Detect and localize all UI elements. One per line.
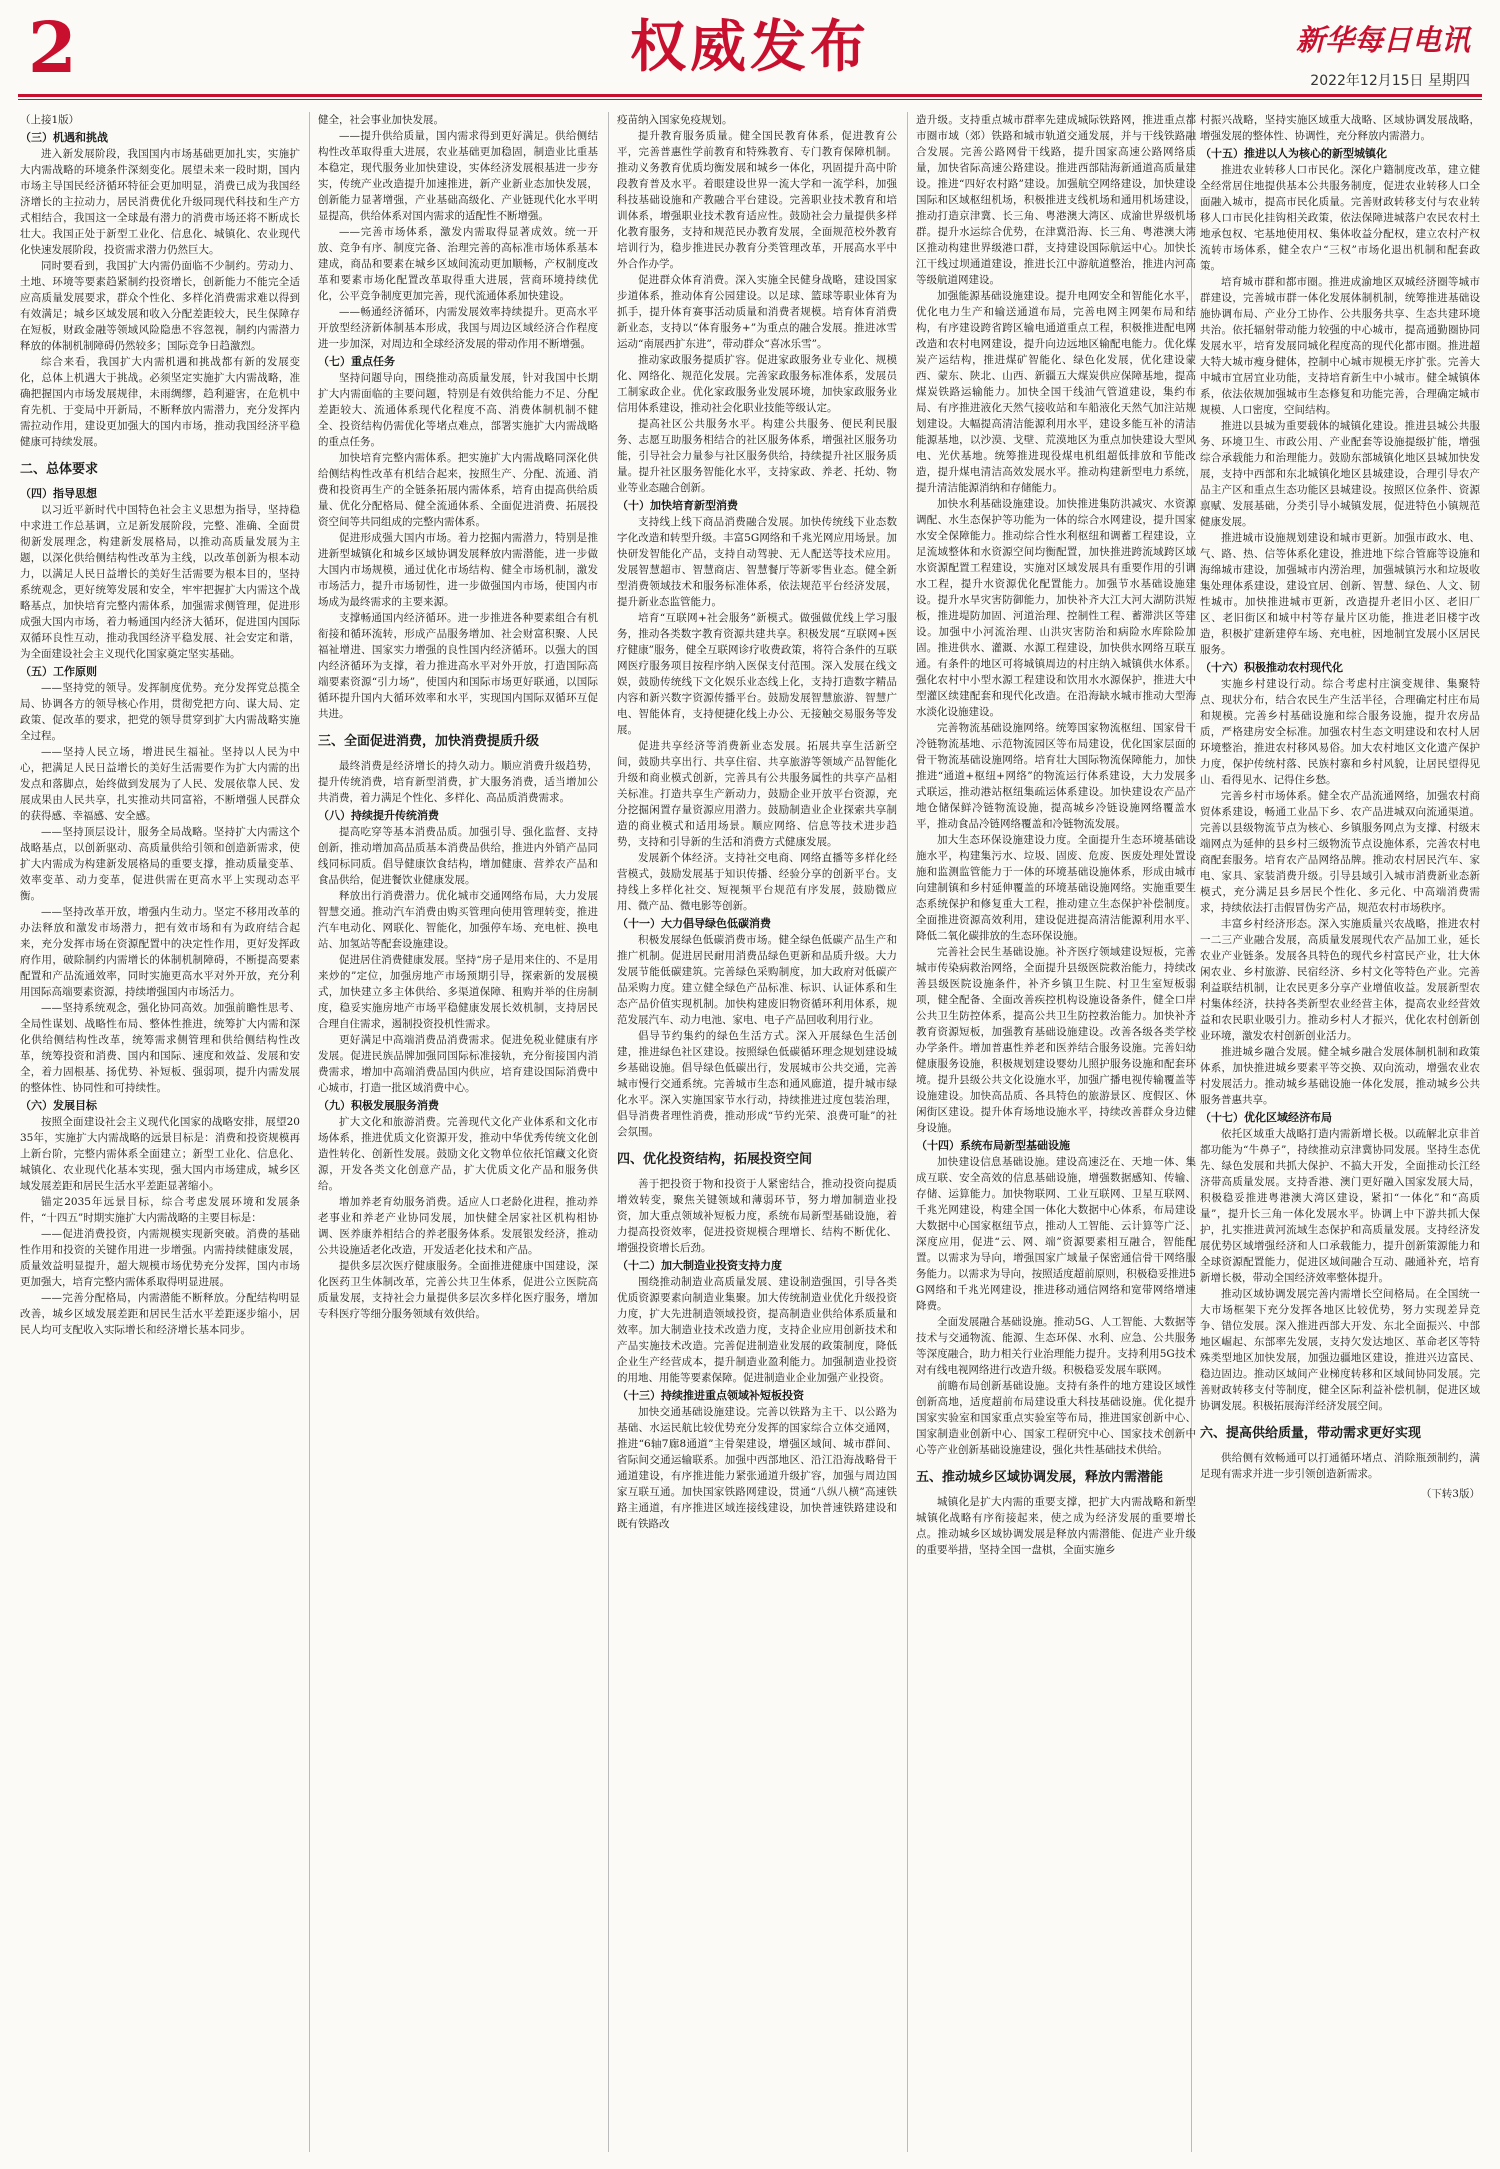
paragraph: 造升级。支持重点城市群率先建成城际铁路网，推进重点都市圈市域（郊）铁路和城市轨道交通发展，并与干线铁路融合发展。完善公路网骨干线路，提升国家高速公路网络质量，加快省际高速公路建设。推进西部陆海新通道高质量建设。推进“四好农村路”建设。加强航空网络建设，加快建设国际和区域枢纽机场，积极推进支线机场和通用机场建设，推动打造京津冀、长三角、粤港澳大湾区、成渝世界级机场群。提升水运综合优势，在津冀沿海、长三角、粤港澳大湾区推动构建世界级港口群，支持建设国际航运中心。加快长江干线过坝通道建设，推进长江中游航道整治，推进内河高等级航道网建设。 [916, 114, 1196, 286]
paragraph: 实施乡村建设行动。综合考虑村庄演变规律、集聚特点、现状分布，结合农民生产生活半径，合理确定村庄布局和规模。完善乡村基础设施和综合服务设施，提升农房品质，严格建房安全标准。加强农村生态文明建设和农村人居环境整治，推进农村移风易俗。加大农村地区文化遗产保护力度，保护传统村落、民族村寨和乡村风貌，让居民望得见山、看得见水、记得住乡愁。 [1200, 678, 1480, 786]
paragraph: 供给侧有效畅通可以打通循环堵点、消除瓶颈制约，满足现有需求并进一步引领创造新需求。 [1200, 1452, 1480, 1480]
column-divider [309, 112, 310, 2152]
masthead-rule-thin [18, 99, 1482, 100]
paragraph: ——坚持顶层设计，服务全局战略。坚持扩大内需这个战略基点，以创新驱动、高质量供给引领和创造新需求，使扩大内需成为构建新发展格局的重要支撑，推动质量变革、效率变革、动力变革，促进供需在更高水平上实现动态平衡。 [20, 826, 300, 902]
paragraph: 促进形成强大国内市场。着力挖掘内需潜力，特别是推进新型城镇化和城乡区域协调发展释放内需潜能，进一步做大国内市场规模，通过优化市场结构、健全市场机制，激发市场活力，提升市场韧性，进一步做强国内市场，使国内市场成为最终需求的主要来源。 [318, 532, 598, 608]
paragraph: 进入新发展阶段，我国国内市场基础更加扎实，实施扩大内需战略的环境条件深刻变化。展望未来一段时期，国内市场主导国民经济循环特征会更加明显，消费已成为我国经济增长的主拉动力，居民消费优化升级同现代科技和生产方式相结合，我国这一全球最有潜力的消费市场还将不断成长壮大。我国正处于新型工业化、信息化、城镇化、农业现代化快速发展阶段，投资需求潜力仍然巨大。 [20, 148, 300, 256]
paragraph: 城镇化是扩大内需的重要支撑，把扩大内需战略和新型城镇化战略有序衔接起来，使之成为经济发展的重要增长点。推动城乡区域协调发展是释放内需潜能、促进产业升级的重要举措，坚持全国一盘棋，全面实施乡 [916, 1496, 1196, 1556]
paragraph: 推进城乡融合发展。健全城乡融合发展体制机制和政策体系，加快推进城乡要素平等交换、双向流动，增强农业农村发展活力。推动城乡基础设施一体化发展，推动城乡公共服务普惠共享。 [1200, 1046, 1480, 1106]
column-5 [1200, 112, 1480, 2152]
paragraph: 村振兴战略，坚持实施区域重大战略、区域协调发展战略，增强发展的整体性、协调性，充分释放内需潜力。 [1200, 114, 1480, 142]
paragraph: 最终消费是经济增长的持久动力。顺应消费升级趋势，提升传统消费，培育新型消费，扩大服务消费，适当增加公共消费，着力满足个性化、多样化、高品质消费需求。 [318, 760, 598, 804]
chapter-heading: 五、推动城乡区域协调发展，释放内需潜能 [916, 1470, 1164, 1485]
subheading: （十五）推进以人为核心的新型城镇化 [1200, 147, 1387, 160]
paragraph: 提供多层次医疗健康服务。全面推进健康中国建设，深化医药卫生体制改革，完善公共卫生体系，促进公立医院高质量发展，支持社会力量提供多层次多样化医疗服务，增加专科医疗等细分服务领域有效供给。 [318, 1260, 598, 1320]
paragraph: 完善乡村市场体系。健全农产品流通网络，加强农村商贸体系建设，畅通工业品下乡、农产品进城双向流通渠道。完善以县级物流节点为核心、乡镇服务网点为支撑、村级末端网点为延伸的县乡村三级物流节点设施体系，完善农村电商配套服务。培育农产品网络品牌。推动农村居民汽车、家电、家具、家装消费升级。引导县域引入城市消费新业态新模式，充分满足县乡居民个性化、多元化、中高端消费需求，持续依法打击假冒伪劣产品，规范农村市场秩序。 [1200, 790, 1480, 914]
paragraph: 增加养老育幼服务消费。适应人口老龄化进程，推动养老事业和养老产业协同发展，加快健全居家社区机构相协调、医养康养相结合的养老服务体系。发展银发经济，推动公共设施适老化改造，开发适老化技术和产品。 [318, 1196, 598, 1256]
subheading: （十三）持续推进重点领域补短板投资 [617, 1389, 804, 1402]
paragraph: 加快建设信息基础设施。建设高速泛在、天地一体、集成互联、安全高效的信息基础设施，增强数据感知、传输、存储、运算能力。加快物联网、工业互联网、卫星互联网、千兆光网建设，构建全国一体化大数据中心体系，布局建设大数据中心国家枢纽节点，推动人工智能、云计算等广泛、深度应用，促进“云、网、端”资源要素相互融合，智能配置。以需求为导向，增强国家广域量子保密通信骨干网络服务能力。以需求为导向，按照适度超前原则，积极稳妥推进5G网络和千兆光网建设，推进移动通信网络和宽带网络增速降费。 [916, 1156, 1196, 1312]
paragraph: 加快交通基础设施建设。完善以铁路为主干、以公路为基础、水运民航比较优势充分发挥的国家综合立体交通网，推进“6轴7廊8通道”主骨架建设，增强区域间、城市群间、省际间交通运输联系。加强中西部地区、沿江沿海战略骨干通道建设，有序推进能力紧张通道升级扩容，加强与周边国家互联互通。加快国家铁路网建设，贯通“八纵八横”高速铁路主通道，有序推进区域连接线建设，加快普速铁路建设和既有铁路改 [617, 1406, 897, 1530]
chapter-heading: 六、提高供给质量，带动需求更好实现 [1200, 1426, 1422, 1441]
subheading: （八）持续提升传统消费 [318, 809, 439, 822]
paragraph: 支持线上线下商品消费融合发展。加快传统线下业态数字化改造和转型升级。丰富5G网络和千兆光网应用场景。加快研发智能化产品，支持自动驾驶、无人配送等技术应用。发展智慧超市、智慧商店、智慧餐厅等新零售业态。健全新型消费领域技术和服务标准体系，依法规范平台经济发展，提升新业态监管能力。 [617, 516, 897, 608]
paragraph: 依托区域重大战略打造内需新增长极。以疏解北京非首都功能为“牛鼻子”，持续推动京津冀协同发展。坚持生态优先、绿色发展和共抓大保护、不搞大开发，全面推动长江经济带高质量发展。支持香港、澳门更好融入国家发展大局，积极稳妥推进粤港澳大湾区建设，紧扣“一体化”和“高质量”，提升长三角一体化发展水平。协调上中下游共抓大保护，扎实推进黄河流域生态保护和高质量发展。支持经济发展优势区域增强经济和人口承载能力，提升创新策源能力和全球资源配置能力，促进区域间融合互动、融通补充，培育新增长极，带动全国经济效率整体提升。 [1200, 1128, 1480, 1284]
paragraph: 发展新个体经济。支持社交电商、网络直播等多样化经营模式，鼓励发展基于知识传播、经验分享的创新平台。支持线上多样化社交、短视频平台规范有序发展，鼓励微应用、微产品、微电影等创新。 [617, 852, 897, 912]
paragraph: 围绕推动制造业高质量发展、建设制造强国，引导各类优质资源要素向制造业集聚。加大传统制造业优化升级投资力度，扩大先进制造领域投资，提高制造业供给体系质量和效率。加大制造业技术改造力度，支持企业应用创新技术和产品实施技术改造。完善促进制造业发展的政策制度，降低企业生产经营成本，提升制造业盈利能力。加强制造业投资的用地、用能等要素保障。促进制造业企业加强产业投资。 [617, 1276, 897, 1384]
paragraph: 更好满足中高端消费品消费需求。促进免税业健康有序发展。促进民族品牌加强同国际标准接轨，充分衔接国内消费需求，增加中高端消费品国内供应，培育建设国际消费中心城市，打造一批区域消费中心。 [318, 1034, 598, 1094]
paragraph: 完善社会民生基础设施。补齐医疗领域建设短板，完善城市传染病救治网络，全面提升县级医院救治能力，持续改善县级医院设施条件，补齐乡镇卫生院、村卫生室短板弱项，健全配备、全面改善疾控机构设施设备条件，健全口岸公共卫生防控体系，提高公共卫生防控救治能力。加快补齐教育资源短板，加强教育基础设施建设。改善各级各类学校办学条件。增加普惠性养老和医养结合服务设施。完善妇幼健康服务设施，积极规划建设婴幼儿照护服务设施和配套环境。提升县级公共文化设施水平，加强广播电视传输覆盖等设施建设。加快高品质、各具特色的旅游景区、度假区、休闲街区建设。提升体育场地设施水平，持续改善群众身边健身设施。 [916, 946, 1196, 1134]
paragraph: 促进居住消费健康发展。坚持“房子是用来住的、不是用来炒的”定位，加强房地产市场预期引导，探索新的发展模式，加快建立多主体供给、多渠道保障、租购并举的住房制度，稳妥实施房地产市场平稳健康发展长效机制，支持居民合理自住需求，遏制投资投机性需求。 [318, 954, 598, 1030]
brand-logo: 新华每日电讯 [1295, 23, 1470, 57]
subheading: （十一）大力倡导绿色低碳消费 [617, 917, 771, 930]
subheading: （十六）积极推动农村现代化 [1200, 661, 1343, 674]
continued-from-note: （上接1版） [20, 114, 80, 126]
paragraph: 提升教育服务质量。健全国民教育体系，促进教育公平，完善普惠性学前教育和特殊教育、专门教育保障机制。推动义务教育优质均衡发展和城乡一体化，巩固提升高中阶段教育普及水平。着眼建设世界一流大学和一流学科，加强科技基础设施和产教融合平台建设。完善职业技术教育和培训体系，增强职业技术教育适应性。鼓励社会力量提供多样化教育服务，支持和规范民办教育发展，全面规范校外教育培训行为，稳步推进民办教育分类管理改革，开展高水平中外合作办学。 [617, 130, 897, 270]
chapter-heading: 二、总体要求 [20, 462, 99, 477]
column-divider [608, 112, 609, 2152]
column-1 [20, 112, 300, 2152]
subheading: （十七）优化区域经济布局 [1200, 1111, 1332, 1124]
subheading: （九）积极发展服务消费 [318, 1099, 439, 1112]
paragraph: 提高吃穿等基本消费品质。加强引导、强化监督、支持创新，推动增加高品质基本消费品供给，推进内外销产品同线同标同质。倡导健康饮食结构，增加健康、营养农产品和食品供给，促进餐饮业健康发展。 [318, 826, 598, 886]
paragraph: 培育“互联网+社会服务”新模式。做强做优线上学习服务，推动各类数字教育资源共建共享。积极发展“互联网+医疗健康”服务，健全互联网诊疗收费政策，将符合条件的互联网医疗服务项目按程序纳入医保支付范围。深入发展在线文娱，鼓励传统线下文化娱乐业态线上化，支持打造数字精品内容和新兴数字资源传播平台。鼓励发展智慧旅游、智慧广电、智能体育，支持便捷化线上办公、无接触交易服务等发展。 [617, 612, 897, 736]
paragraph: 综合来看，我国扩大内需机遇和挑战都有新的发展变化，总体上机遇大于挑战。必须坚定实施扩大内需战略，准确把握国内市场发展规律，未雨绸缪，趋利避害，在危机中育先机、于变局中开新局，不断释放内需潜力，充分发挥内需拉动作用，建设更加强大的国内市场，推动我国经济平稳健康可持续发展。 [20, 356, 300, 448]
paragraph: 推动家政服务提质扩容。促进家政服务业专业化、规模化、网络化、规范化发展。完善家政服务标准体系，发展员工制家政企业。优化家政服务业发展环境，加快家政服务业信用体系建设，推动社会化职业技能等级认定。 [617, 354, 897, 414]
masthead-rule [18, 94, 1482, 97]
continued-note: （下转3版） [1420, 1488, 1480, 1500]
paragraph: 锚定2035年远景目标，综合考虑发展环境和发展条件，“十四五”时期实施扩大内需战略的主要目标是： [20, 1196, 300, 1224]
paragraph: 善于把投资于物和投资于人紧密结合，推动投资向提质增效转变，聚焦关键领域和薄弱环节，努力增加制造业投资，加大重点领域补短板力度，系统布局新型基础设施，着力提高投资效率，促进投资规模合理增长、结构不断优化、增强投资增长后劲。 [617, 1178, 897, 1254]
paragraph: 推动区域协调发展完善内需增长空间格局。在全国统一大市场框架下充分发挥各地区比较优势，努力实现差异竞争、错位发展。深入推进西部大开发、东北全面振兴、中部地区崛起、东部率先发展，支持欠发达地区、革命老区等特殊类型地区加快发展，加强边疆地区建设，推进兴边富民、稳边固边。推动区域间产业梯度转移和区域间协同发展。完善财政转移支付等制度，健全区际利益补偿机制，促进区域协调发展。积极拓展海洋经济发展空间。 [1200, 1288, 1480, 1412]
paragraph: 完善物流基础设施网络。统筹国家物流枢纽、国家骨干冷链物流基地、示范物流园区等布局建设，优化国家层面的骨干物流基础设施网络。培育壮大国际物流保障能力，加快推进“通道+枢纽+网络”的物流运行体系建设，大力发展多式联运，推动港站枢纽集疏运体系建设。加快建设农产品产地仓储保鲜冷链物流设施，提高城乡冷链设施网络覆盖水平，推动食品冷链网络覆盖和冷链物流发展。 [916, 722, 1196, 830]
paragraph: 同时要看到，我国扩大内需仍面临不少制约。劳动力、土地、环境等要素趋紧制约投资增长，创新能力不能完全适应高质量发展要求，群众个性化、多样化消费需求难以得到有效满足；城乡区域发展和收入分配差距较大，民生保障存在短板，财政金融等领域风险隐患不容忽视，制约内需潜力释放的体制机制障碍仍然较多；国际竞争日趋激烈。 [20, 260, 300, 352]
masthead [0, 0, 1500, 98]
subheading: （六）发展目标 [20, 1099, 97, 1112]
paragraph: 全面发展融合基础设施。推动5G、人工智能、大数据等技术与交通物流、能源、生态环保、水利、应急、公共服务等深度融合，助力相关行业治理能力提升。支持利用5G技术对有线电视网络进行改造升级。积极稳妥发展车联网。 [916, 1316, 1196, 1376]
column-2 [318, 112, 598, 2152]
paragraph: ——坚持系统观念，强化协同高效。加强前瞻性思考、全局性谋划、战略性布局、整体性推进，统筹扩大内需和深化供给侧结构性改革，统筹需求侧管理和供给侧结构性改革，统筹投资和消费、国内和国际、速度和效益、发展和安全，着力固根基、扬优势、补短板、强弱项，提升内需发展的整体性、协同性和可持续性。 [20, 1002, 300, 1094]
paragraph: 前瞻布局创新基础设施。支持有条件的地方建设区域性创新高地，适度超前布局建设重大科技基础设施。优化提升国家实验室和国家重点实验室等布局，推进国家创新中心、国家制造业创新中心、国家工程研究中心、国家技术创新中心等产业创新基础设施建设，强化共性基础技术供给。 [916, 1380, 1196, 1456]
paragraph: 促进共享经济等消费新业态发展。拓展共享生活新空间，鼓励共享出行、共享住宿、共享旅游等领域产品智能化升级和商业模式创新，完善具有公共服务属性的共享产品相关标准。打造共享生产新动力，鼓励企业开放平台资源，充分挖掘闲置存量资源应用潜力。鼓励制造业企业探索共享制造的商业模式和适用场景。顺应网络、信息等技术进步趋势，支持和引导新的生活和消费方式健康发展。 [617, 740, 897, 848]
paragraph: ——完善分配格局，内需潜能不断释放。分配结构明显改善，城乡区域发展差距和居民生活水平差距逐步缩小，居民人均可支配收入实际增长和经济增长基本同步。 [20, 1292, 300, 1336]
subheading: （十四）系统布局新型基础设施 [916, 1139, 1070, 1152]
chapter-heading: 四、优化投资结构，拓展投资空间 [617, 1152, 813, 1167]
paragraph: ——完善市场体系，激发内需取得显著成效。统一开放、竞争有序、制度完备、治理完善的高标准市场体系基本建成，商品和要素在城乡区域间流动更加顺畅，产权制度改革和要素市场化配置改革取得重大进展，营商环境持续优化，公平竞争制度更加完善，现代流通体系加快建设。 [318, 226, 598, 302]
subheading: （七）重点任务 [318, 355, 395, 368]
paragraph: ——畅通经济循环，内需发展效率持续提升。更高水平开放型经济新体制基本形成，我国与周边区域经济合作程度进一步加深，对周边和全球经济发展的带动作用不断增强。 [318, 306, 598, 350]
paragraph: ——坚持党的领导。发挥制度优势。充分发挥党总揽全局、协调各方的领导核心作用，贯彻党把方向、谋大局、定政策、促改革的要求，把党的领导贯穿到扩大内需战略实施全过程。 [20, 682, 300, 742]
column-4 [916, 112, 1196, 2152]
subheading: （四）指导思想 [20, 487, 97, 500]
column-3 [617, 112, 897, 2152]
paragraph: 坚持问题导向，围绕推动高质量发展，针对我国中长期扩大内需面临的主要问题，特别是有效供给能力不足、分配差距较大、流通体系现代化程度不高、消费体制机制不健全、投资结构仍需优化等堵点难点，部署实施扩大内需战略的重点任务。 [318, 372, 598, 448]
paragraph: ——促进消费投资，内需规模实现新突破。消费的基础性作用和投资的关键作用进一步增强。内需持续健康发展，质量效益明显提升，超大规模市场优势充分发挥，国内市场更加强大，培育完整内需体系取得明显进展。 [20, 1228, 300, 1288]
paragraph: 加快培育完整内需体系。把实施扩大内需战略同深化供给侧结构性改革有机结合起来，按照生产、分配、流通、消费和投资再生产的全链条拓展内需体系，培育由提高供给质量、优化分配格局、健全流通体系、全面促进消费、拓展投资空间等共同组成的完整内需体系。 [318, 452, 598, 528]
paragraph: 按照全面建设社会主义现代化国家的战略安排，展望2035年，实施扩大内需战略的远景目标是：消费和投资规模再上新台阶，完整内需体系全面建立；新型工业化、信息化、城镇化、农业现代化基本实现，强大国内市场建成，城乡区域发展差距和居民生活水平差距显著缩小。 [20, 1116, 300, 1192]
paragraph: 健全，社会事业加快发展。 [318, 114, 444, 126]
paragraph: 培育城市群和都市圈。推进成渝地区双城经济圈等城市群建设，完善城市群一体化发展体制机制，统筹推进基础设施协调布局、产业分工协作、公共服务共享、生态共建环境共治。依托辐射带动能力较强的中心城市，提高通勤圈协同发展水平，培育发展同城化程度高的现代化都市圈。推进超大特大城市瘦身健体，控制中心城市规模无序扩张。完善大中城市宜居宜业功能，支持培育新生中小城市。健全城镇体系，依法依规加强城市生态修复和功能完善，合理确定城市规模、人口密度，空间结构。 [1200, 276, 1480, 416]
paragraph: 促进群众体育消费。深入实施全民健身战略，建设国家步道体系，推动体育公园建设。以足球、篮球等职业体育为抓手，提升体育赛事活动质量和消费者规模。培育体育消费新业态，支持以“体育服务+”为重点的融合发展。推进冰雪运动“南展西扩东进”，带动群众“喜冰乐雪”。 [617, 274, 897, 350]
paragraph: 提高社区公共服务水平。构建公共服务、便民利民服务、志愿互助服务相结合的社区服务体系，增强社区服务功能，引导社会力量参与社区服务供给，持续提升社区服务质量。提升社区服务智能化水平，支持家政、养老、托幼、物业等业态融合创新。 [617, 418, 897, 494]
page-number: 2 [28, 6, 77, 89]
subheading: （十二）加大制造业投资支持力度 [617, 1259, 782, 1272]
subheading: （五）工作原则 [20, 665, 97, 678]
paragraph: 疫苗纳入国家免疫规划。 [617, 114, 733, 126]
paragraph: 扩大文化和旅游消费。完善现代文化产业体系和文化市场体系，推进优质文化资源开发，推动中华优秀传统文化创造性转化、创新性发展。鼓励文化文物单位依托馆藏文化资源，开发各类文化创意产品，扩大优质文化产品和服务供给。 [318, 1116, 598, 1192]
paragraph: 丰富乡村经济形态。深入实施质量兴农战略，推进农村一二三产业融合发展，高质量发展现代农产品加工业，延长农业产业链条。发展各具特色的现代乡村富民产业，壮大休闲农业、乡村旅游、民宿经济、乡村文化等特色产业。完善利益联结机制，让农民更多分享产业增值收益。发展新型农村集体经济，扶持各类新型农业经营主体，提高农业经营效益和农民职业吸引力。推动乡村人才振兴，优化农村创新创业环境，激发农村创新创业活力。 [1200, 918, 1480, 1042]
subheading: （十）加快培育新型消费 [617, 499, 738, 512]
dateline: 2022年12月15日 星期四 [1310, 73, 1470, 89]
paragraph: ——坚持人民立场，增进民生福祉。坚持以人民为中心，把满足人民日益增长的美好生活需要作为扩大内需的出发点和落脚点，始终做到发展为了人民、发展依靠人民、发展成果由人民共享，扎实推动共同富裕，不断增强人民群众的获得感、幸福感、安全感。 [20, 746, 300, 822]
paragraph: 以习近平新时代中国特色社会主义思想为指导，坚持稳中求进工作总基调，立足新发展阶段，完整、准确、全面贯彻新发展理念，构建新发展格局，以推动高质量发展为主题，以深化供给侧结构性改革为主线，以改革创新为根本动力，以满足人民日益增长的美好生活需要为根本目的，坚持系统观念，更好统筹发展和安全，牢牢把握扩大内需这个战略基点，加快培育完整内需体系，加强需求侧管理，促进形成强大国内市场，着力畅通国内经济大循环，促进国内国际双循环良性互动，推动我国经济平稳发展、社会安定和谐，为全面建设社会主义现代化国家奠定坚实基础。 [20, 504, 300, 660]
subheading: （三）机遇和挑战 [20, 131, 108, 144]
chapter-heading: 三、全面促进消费，加快消费提质升级 [318, 734, 540, 749]
paragraph: 加强能源基础设施建设。提升电网安全和智能化水平，优化电力生产和输送通道布局，完善电网主网架布局和结构，有序建设跨省跨区输电通道重点工程，积极推进配电网改造和农村电网建设，提升向边远地区输配电能力。优化煤炭产运结构，推进煤矿智能化、绿色化发展，优化建设蒙西、蒙东、陕北、山西、新疆五大煤炭供应保障基地，提高煤炭铁路运输能力。加快全国干线油气管道建设，集约布局、有序推进液化天然气接收站和车船液化天然气加注站规划建设。大幅提高清洁能源利用水平，建设多能互补的清洁能源基地，以沙漠、戈壁、荒漠地区为重点加快建设大型风电、光伏基地。统筹推进现役煤电机组超低排放和节能改造，提升煤电清洁高效发展水平。推动构建新型电力系统，提升清洁能源消纳和存储能力。 [916, 290, 1196, 494]
paragraph: 加大生态环保设施建设力度。全面提升生态环境基础设施水平，构建集污水、垃圾、固废、危废、医废处理处置设施和监测监管能力于一体的环境基础设施体系，形成由城市向建制镇和乡村延伸覆盖的环境基础设施网络。实施重要生态系统保护和修复重大工程，推动建立生态保护补偿制度。全面推进资源高效利用，建设促进提高清洁能源利用水平、降低二氧化碳排放的生态环保设施。 [916, 834, 1196, 942]
paragraph: ——坚持改革开放，增强内生动力。坚定不移用改革的办法释放和激发市场潜力，把有效市场和有为政府结合起来，充分发挥市场在资源配置中的决定性作用，更好发挥政府作用，破除制约内需增长的体制机制障碍，不断提高要素配置和产品流通效率，同时实施更高水平对外开放，充分利用国际高端要素资源，持续增强国内市场活力。 [20, 906, 300, 998]
section-title: 权威发布 [630, 15, 870, 80]
column-divider [907, 112, 908, 2152]
paragraph: 推进城市设施规划建设和城市更新。加强市政水、电、气、路、热、信等体系化建设，推进地下综合管廊等设施和海绵城市建设，加强城市内涝治理，加强城镇污水和垃圾收集处理体系建设，建设宜居、创新、智慧、绿色、人文、韧性城市。加快推进城市更新，改造提升老旧小区、老旧厂区、老旧街区和城中村等存量片区功能，推进老旧楼宇改造，积极扩建新建停车场、充电桩，因地制宜发展小区居民服务。 [1200, 532, 1480, 656]
paragraph: 推进农业转移人口市民化。深化户籍制度改革，建立健全经常居住地提供基本公共服务制度，促进农业转移人口全面融入城市，提高市民化质量。完善财政转移支付与农业转移人口市民化挂钩相关政策，依法保障进城落户农民农村土地承包权、宅基地使用权、集体收益分配权，建立农村产权流转市场体系，健全农户“三权”市场化退出机制和配套政策。 [1200, 164, 1480, 272]
paragraph: 释放出行消费潜力。优化城市交通网络布局，大力发展智慧交通。推动汽车消费由购买管理向使用管理转变，推进汽车电动化、网联化、智能化，加强停车场、充电桩、换电站、加氢站等配套设施建设。 [318, 890, 598, 950]
paragraph: 支撑畅通国内经济循环。进一步推进各种要素组合有机衔接和循环流转，形成产品服务增加、社会财富积聚、人民福祉增进、国家实力增强的良性国内经济循环。以强大的国内经济循环为支撑，着力推进高水平对外开放，打造国际高端要素资源“引力场”，使国内和国际市场更好联通，以国际循环提升国内大循环效率和水平，实现国内国际双循环互促共进。 [318, 612, 598, 720]
paragraph: 推进以县城为重要载体的城镇化建设。推进县城公共服务、环境卫生、市政公用、产业配套等设施提级扩能，增强综合承载能力和治理能力。鼓励东部城镇化地区县城加快发展，支持中西部和东北城镇化地区县城建设，合理引导农产品主产区和重点生态功能区县城建设。按照区位条件、资源禀赋、发展基础，分类引导小城镇发展，促进特色小镇规范健康发展。 [1200, 420, 1480, 528]
paragraph: ——提升供给质量，国内需求得到更好满足。供给侧结构性改革取得重大进展，农业基础更加稳固，制造业比重基本稳定，现代服务业加快建设，实体经济发展根基进一步夯实，传统产业改造提升加速推进，新产业新业态加快发展，创新能力显著增强，产业基础高级化、产业链现代化水平明显提高，供给体系对国内需求的适配性不断增强。 [318, 130, 598, 222]
paragraph: 积极发展绿色低碳消费市场。健全绿色低碳产品生产和推广机制。促进居民耐用消费品绿色更新和品质升级。大力发展节能低碳建筑。完善绿色采购制度，加大政府对低碳产品采购力度。建立健全绿色产品标准、标识、认证体系和生态产品价值实现机制。加快构建废旧物资循环利用体系，规范发展汽车、动力电池、家电、电子产品回收利用行业。 [617, 934, 897, 1026]
paragraph: 倡导节约集约的绿色生活方式。深入开展绿色生活创建，推进绿色社区建设。按照绿色低碳循环理念规划建设城乡基础设施。倡导绿色低碳出行，发展城市公共交通，完善城市慢行交通系统。完善城市生态和通风廊道，提升城市绿化水平。深入实施国家节水行动，持续推进过度包装治理，倡导消费者理性消费，推动形成“节约光荣、浪费可耻”的社会氛围。 [617, 1030, 897, 1138]
paragraph: 加快水利基础设施建设。加快推进集防洪减灾、水资源调配、水生态保护等功能为一体的综合水网建设，提升国家水安全保障能力。推动综合性水利枢纽和调蓄工程建设，立足流域整体和水资源空间均衡配置，加快推进跨流域跨区域水资源配置工程建设，实施对区域发展具有重要作用的引调水工程，提升水资源优化配置能力。加强节水基础设施建设。提升水旱灾害防御能力，加快补齐大江大河大湖防洪短板，推进堤防加固、河道治理、控制性工程、蓄滞洪区等建设。加强中小河流治理、山洪灾害防治和病险水库除险加固。推进供水、灌溉、水源工程建设，加快供水网络互联互通。有条件的地区可将城镇周边的村庄纳入城镇供水体系。强化农村中小型水源工程建设和饮用水水源保护，推进大中型灌区续建配套和现代化改造。在沿海缺水城市推动大型海水淡化设施建设。 [916, 498, 1196, 718]
